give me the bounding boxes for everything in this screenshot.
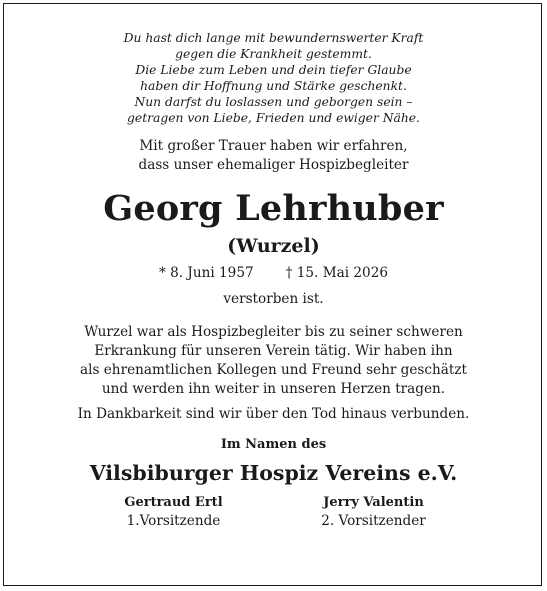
intro-line: Mit großer Trauer haben wir erfahren, <box>139 138 408 154</box>
tribute-line: Erkrankung für unseren Verein tätig. Wir haben ihn <box>94 343 453 359</box>
signer-first <box>104 494 244 531</box>
deceased-nickname: (Wurzel) <box>227 235 320 257</box>
tribute-line: als ehrenamtlichen Kollegen und Freund sehr geschätzt <box>80 362 467 378</box>
birth-date: * 8. Juni 1957 <box>159 265 254 281</box>
deceased-name: Georg Lehrhuber <box>103 188 444 229</box>
tribute-text <box>0 323 547 399</box>
poem-line: Nun darfst du loslassen und geborgen sein – <box>134 95 413 109</box>
poem-line: gegen die Krankheit gestemmt. <box>175 47 372 61</box>
tribute-line: und werden ihn weiter in unseren Herzen tragen. <box>101 381 446 397</box>
death-date: † 15. Mai 2026 <box>285 265 388 281</box>
tribute-line: Wurzel war als Hospizbegleiter bis zu seiner schweren <box>84 324 463 340</box>
intro-line: dass unser ehemaliger Hospizbegleiter <box>138 157 409 173</box>
on-behalf-label: Im Namen des <box>220 437 327 452</box>
intro-text <box>0 137 547 175</box>
signatories <box>0 494 547 531</box>
poem-line: getragen von Liebe, Frieden und ewiger Nähe. <box>127 111 420 125</box>
passed-away-text: verstorben ist. <box>223 291 324 307</box>
signer-second <box>304 494 444 531</box>
poem-line: Die Liebe zum Leben und dein tiefer Glaube <box>135 63 412 77</box>
signer-role: 2. Vorsitzender <box>321 513 426 529</box>
closing-text: In Dankbarkeit sind wir über den Tod hinaus verbunden. <box>77 406 470 422</box>
poem-line: Du hast dich lange mit bewundernswerter Kraft <box>123 31 424 45</box>
signer-role: 1.Vorsitzende <box>126 513 221 529</box>
life-dates <box>0 264 547 283</box>
organization-name: Vilsbiburger Hospiz Vereins e.V. <box>89 461 458 485</box>
poem-line: haben dir Hoffnung und Stärke geschenkt. <box>140 79 407 93</box>
signer-name: Jerry Valentin <box>323 495 424 510</box>
memorial-poem <box>0 30 547 126</box>
signer-name: Gertraud Ertl <box>124 495 223 510</box>
